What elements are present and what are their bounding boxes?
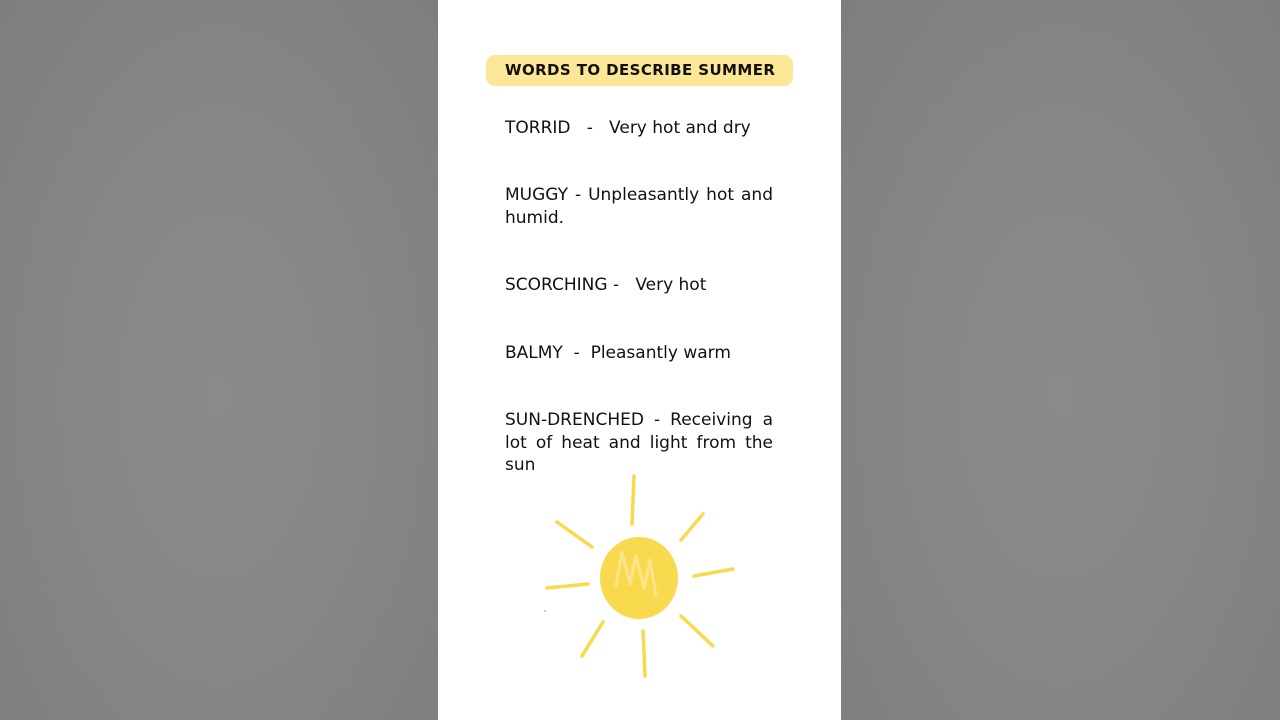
word-entry-scorching: SCORCHING - Very hot — [505, 275, 707, 295]
word-entry-muggy: MUGGY - Unpleasantly hot and humid. — [505, 185, 773, 228]
word-entry-sun-drenched: SUN-DRENCHED - Receiving a lot of heat and light from the sun — [505, 410, 773, 475]
word-entry-torrid: TORRID - Very hot and dry — [505, 118, 751, 138]
left-blurred-background — [0, 0, 438, 720]
page-title: WORDS TO DESCRIBE SUMMER — [505, 61, 776, 79]
content-card — [438, 0, 841, 720]
right-blurred-background — [841, 0, 1280, 720]
word-entry-balmy: BALMY - Pleasantly warm — [505, 343, 731, 363]
sun-icon — [538, 468, 748, 688]
